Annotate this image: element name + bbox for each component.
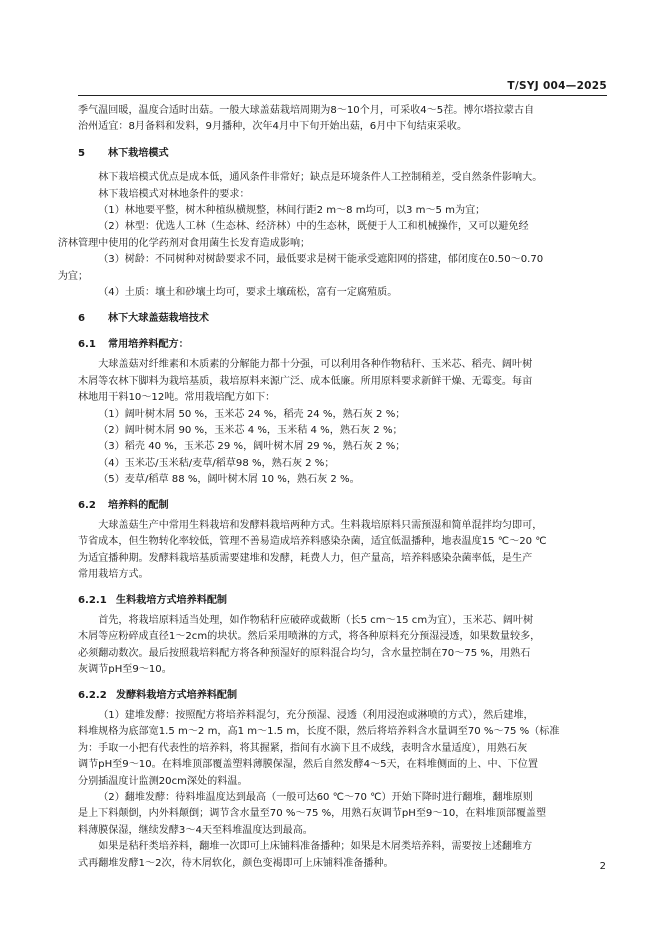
recipe-item: （3）稻壳 40 %，玉米芯 29 %，阔叶树木屑 29 %，熟石灰 2 %； (98, 441, 406, 453)
recipe-item: （4）玉米芯/玉米秸/麦草/稻草98 %，熟石灰 2 %； (98, 457, 335, 469)
intro-paragraph: 季气温回暖，温度合适时出菇。一般大球盖菇栽培周期为8～10个月，可采收4～5茬。博尔塔拉蒙古自 治州适宜：8月备料和发料，9月播种，次年4月中下旬开始出菇，6月中下旬结束采收。 (78, 105, 535, 133)
recipe-item: （2）阔叶树木屑 90 %，玉米芯 4 %，玉米秸 4 %，熟石灰 2 %； (98, 424, 403, 436)
section-6-2-2-para-a: （1）建堆发酵：按照配方将培养料混匀，充分预湿、浸透（利用浸泡或淋喷的方式），然后建堆， 料堆规格为底部宽1.5 m～2 m，高1 m～1.5 m，长度不限，然后将培养料含水量调至70 %～75 %（标准 为：手取一小把有代表性的培养料，将其握紧，指间有水滴下且不成线，表明含水量适度），用熟石灰 调节pH至9～10。在料堆顶部覆盖塑料薄膜保湿，然后自然发酵4～5天，在料堆侧面的上、中、下位置 分别插温度计监测20cm深处的料温。 (78, 710, 560, 787)
section-6-heading: 6 林下大球盖菇栽培技术 (78, 313, 209, 325)
header-rule (78, 95, 607, 96)
section-6-2-1-heading: 6.2.1 生料栽培方式培养料配制 (78, 594, 228, 606)
section-5-para1: 林下栽培模式优点是成本低，通风条件非常好；缺点是环境条件人工控制稍差，受自然条件影响大。 (98, 172, 543, 184)
page-number: 2 (599, 861, 606, 872)
section-6-2-2-para-b: （2）翻堆发酵：待料堆温度达到最高（一般可达60 ℃～70 ℃）开始下降时进行翻堆，翻堆原则 是上下料颠倒，内外料颠倒；调节含水量至70 %～75 %，用熟石灰调节pH至9～10，在料堆顶部覆盖塑 料薄膜保湿，继续发酵3～4天至料堆温度达到最高。 (78, 792, 547, 836)
recipe-item: （5）麦草/稻草 88 %，阔叶树木屑 10 %，熟石灰 2 %。 (98, 474, 360, 486)
document-code: T/SYJ 004—2025 (507, 80, 607, 92)
section-6-2-1-paragraph: 首先，将栽培原料适当处理，如作物秸秆应破碎或截断（长5 cm～15 cm为宜），玉米芯、阔叶树 木屑等应粉碎成直径1～2cm的块状。然后采用喷淋的方式，将各种原料充分预湿浸透，如果数量较多， 必须翻动数次。最后按照栽培料配方将各种预湿好的原料混合均匀，含水量控制在70～75 %，用熟石 灰调节pH至9～10。 (78, 614, 541, 676)
section-5-heading: 5 林下栽培模式 (78, 147, 169, 159)
section-5-item-4: （4）土质：壤土和砂壤土均可，要求土壤疏松，富有一定腐殖质。 (98, 287, 398, 299)
page-content (57, 103, 606, 872)
section-6-1-paragraph: 大球盖菇对纤维素和木质素的分解能力都十分强，可以利用各种作物秸秆、玉米芯、稻壳、阔叶树 木屑等农林下脚料为栽培基质，栽培原料来源广泛、成本低廉。所用原料要求新鲜干燥、无霉变。每亩 林地用干料10～12吨。常用栽培配方如下： (78, 359, 533, 404)
section-6-1-heading: 6.1 常用培养料配方： (78, 338, 189, 350)
section-5-item-3: （3）树龄：不同树种对树龄要求不同，最低要求是树干能承受遮阳网的搭建，郁闭度在0.50～0.70 为宜； (57, 254, 544, 282)
section-6-2-2-heading: 6.2.2 发酵料栽培方式培养料配制 (78, 689, 238, 701)
recipe-item: （1）阔叶树木屑 50 %，玉米芯 24 %，稻壳 24 %，熟石灰 2 %； (98, 408, 406, 420)
section-5-item-1: （1）林地要平整，树木种植纵横规整，林间行距2 m～8 m均可，以3 m～5 m为宜； (98, 205, 486, 217)
section-6-2-heading: 6.2 培养料的配制 (78, 499, 169, 511)
section-6-2-2-para-c: 如果是秸秆类培养料，翻堆一次即可上床铺料准备播种；如果是木屑类培养料，需要按上述翻堆方 式再翻堆发酵1～2次，待木屑软化，颜色变褐即可上床铺料准备播种。 (78, 841, 533, 869)
section-5-para2: 林下栽培模式对林地条件的要求： (98, 188, 250, 200)
section-6-2-paragraph: 大球盖菇生产中常用生料栽培和发酵料栽培两种方式。生料栽培原料只需预湿和简单混拌均匀即可， 节省成本，但生物转化率较低，管理不善易造成培养料感染杂菌，适宜低温播种，地表温度15 ℃～20 ℃ 为适宜播种期。发酵料栽培基质需要建堆和发酵，耗费人力，但产量高，培养料感染杂菌率低，是生产 常用栽培方式。 (78, 519, 547, 581)
section-5-item-2: （2）林型：优选人工林（生态林、经济林）中的生态林，既便于人工和机械操作，又可以避免经 济林管理中使用的化学药剂对食用菌生长发育造成影响； (57, 221, 529, 249)
